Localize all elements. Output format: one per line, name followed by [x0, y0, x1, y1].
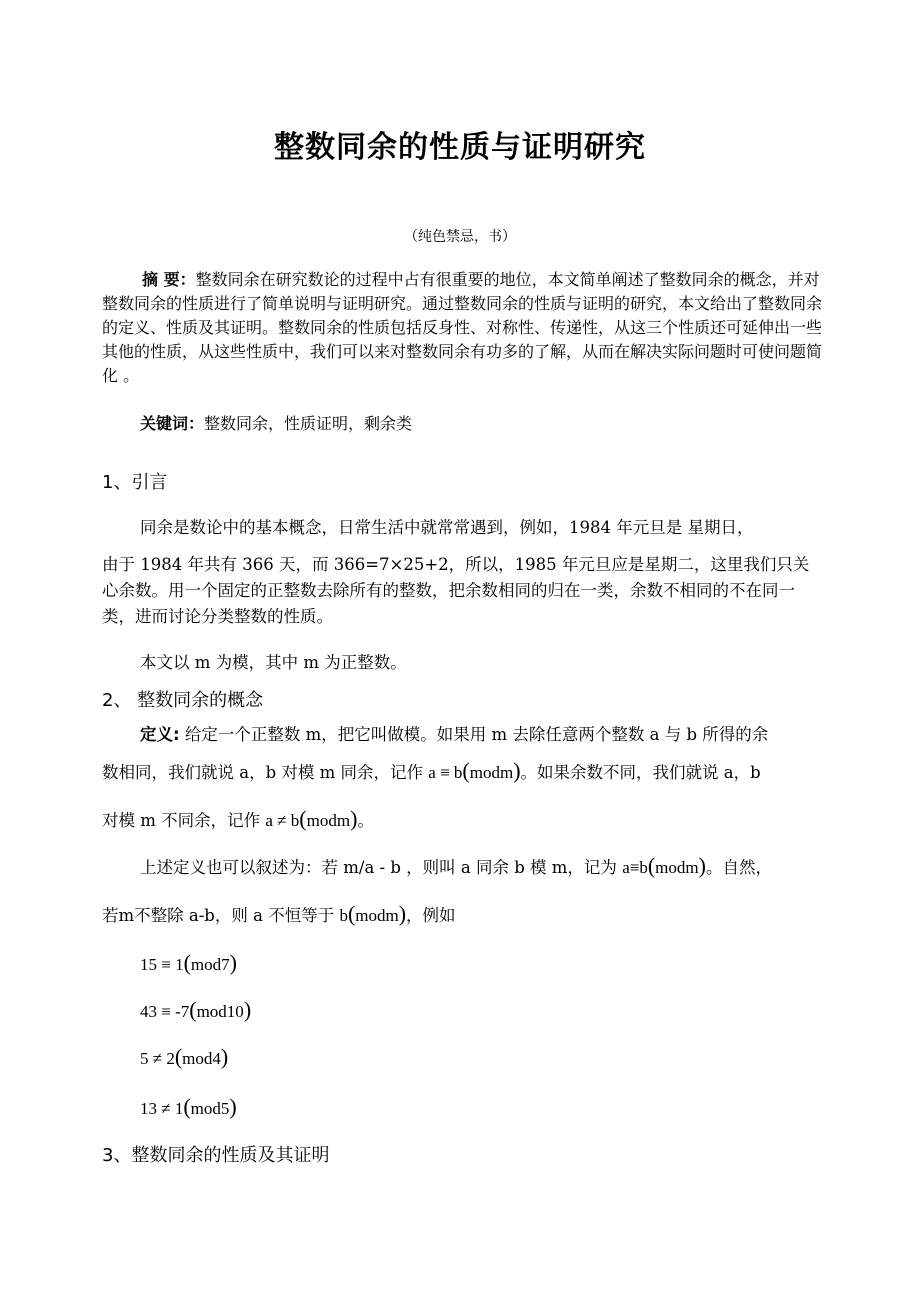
page-title: 整数同余的性质与证明研究 [274, 130, 646, 165]
incongruence-expression: a ≠ b(modm) [265, 806, 358, 831]
abstract-text: 整数同余在研究数论的过程中占有很重要的地位，本文简单阐述了整数同余的概念，并对整数同余的性质进行了简单说明与证明研究。通过整数同余的性质与证明的研究，本文给出了整数同余的定义、性质及其证明。整数同余的性质包括反身性、对称性、传递性，从这三个性质还可延伸出一些其他的性质，从这些性质中，我们可以来对整数同余有功多的了解，从而在解决实际问题时可使问题简化 。 [102, 270, 823, 385]
congruence-expression: a ≡ b(modm) [428, 758, 521, 783]
section1-heading: 1、引言 [102, 472, 168, 493]
section1-paragraph1-first-line: 同余是数论中的基本概念，日常生活中就常常遇到，例如，1984 年元旦是 星期日， [140, 518, 754, 537]
example-2: 43 ≡ -7(mod10) [140, 997, 252, 1022]
definition-line1: 定义: 给定一个正整数 m，把它叫做模。如果用 m 去除任意两个整数 a 与 b 所得的余 [140, 725, 769, 744]
restatement-line1: 上述定义也可以叙述为：若 m/a - b ，则叫 a 同余 b 模 m，记为 a≡b(modm)。自然， [140, 853, 772, 878]
definition-label: 定义: [140, 725, 180, 744]
section3-heading: 3、整数同余的性质及其证明 [102, 1145, 330, 1166]
abstract-paragraph [102, 268, 822, 388]
example-3: 5 ≠ 2(mod4) [140, 1044, 229, 1069]
section1-paragraph1-rest: 由于 1984 年共有 366 天，而 366=7×25+2，所以，1985 年元旦应是星期二，这里我们只关心余数。用一个固定的正整数去除所有的整数，把余数相同的归在一类，余数不相同的不在同一类，进而讨论分类整数的性质。 [102, 555, 810, 626]
example-1: 15 ≡ 1(mod7) [140, 950, 237, 975]
section2-heading: 2、 整数同余的概念 [102, 690, 264, 711]
definition-line2: 数相同，我们就说 a，b 对模 m 同余，记作 a ≡ b(modm)。如果余数不同，我们就说 a，b [102, 758, 761, 783]
definition-line3: 对模 m 不同余，记作 a ≠ b(modm)。 [102, 806, 374, 831]
congruence-expression: a≡b(modm) [622, 853, 706, 878]
keywords-label: 关键词： [140, 414, 205, 433]
abstract-label: 摘 要： [142, 270, 196, 289]
example-4: 13 ≠ 1(mod5) [140, 1094, 237, 1119]
section1-paragraph2: 本文以 m 为模，其中 m 为正整数。 [140, 653, 407, 672]
incongruence-expression: b(modm) [339, 901, 407, 926]
author-line: （纯色禁忌，书） [404, 229, 516, 245]
restatement-line2: 若m不整除 a-b，则 a 不恒等于 b(modm)，例如 [102, 901, 456, 926]
keywords-line [140, 411, 412, 434]
keywords-text: 整数同余，性质证明，剩余类 [204, 414, 413, 433]
